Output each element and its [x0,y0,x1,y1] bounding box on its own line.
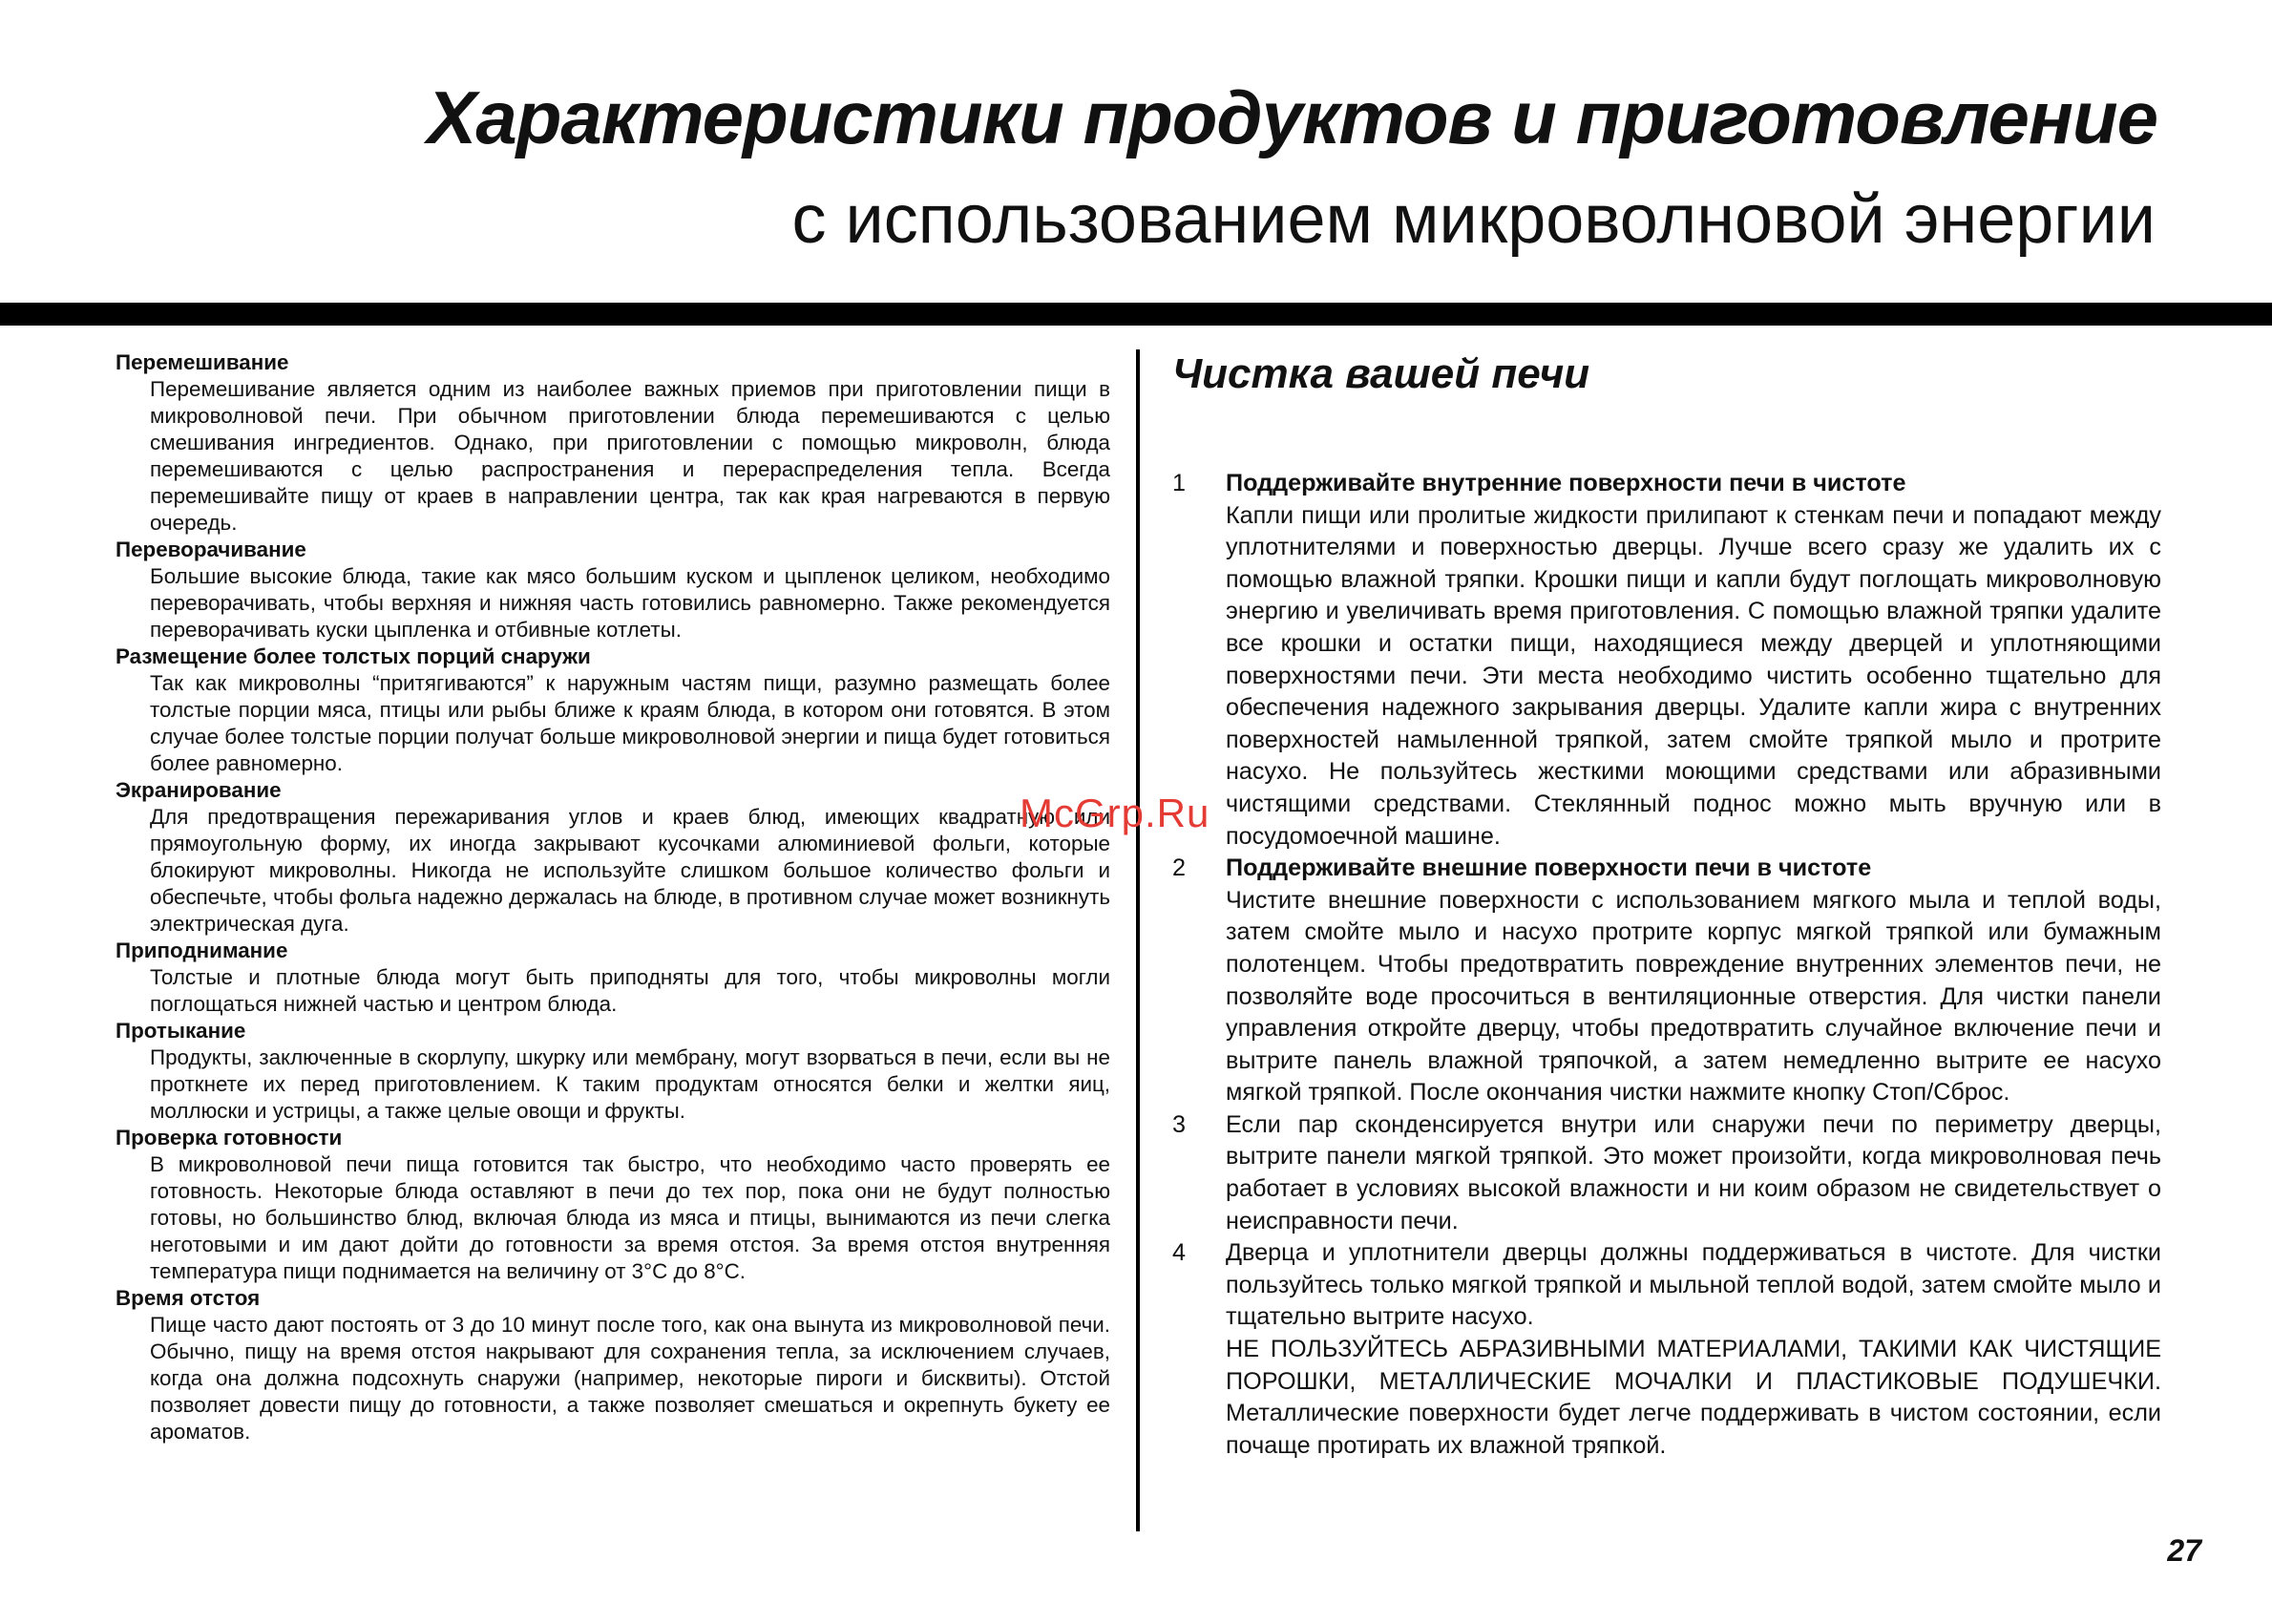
item-title: Поддерживайте внутренние поверхности печи в чистоте [1226,470,1906,496]
section-title: Время отстоя [116,1286,261,1310]
section-body: Пище часто дают постоять от 3 до 10 минут после того, как она вынута из микроволновой печи. Обычно, пищу на время отстоя накрывают для сохранения тепла, за исключением случаев, когда она должна подсохнуть снаружи (например, некоторые пироги и бисквиты). Отстой позволяет довести пищу до готовности, а также позволяет смешаться и окрепнуть букету ее ароматов. [150,1313,1110,1444]
left-column [116,349,1110,1445]
item-number: 2 [1172,854,1187,882]
cleaning-item-3 [1172,1109,2161,1237]
section-title: Протыкание [116,1019,246,1043]
section-stirring [116,349,1110,537]
item-number: 1 [1172,470,1187,496]
section-body: Перемешивание является одним из наиболее важных приемов при приготовлении пищи в микроволновой печи. При обычном приготовлении блюда перемешиваются с целью смешивания ингредиентов. Однако, при приготовлении с помощью микроволн, блюда перемешиваются с целью распространения и перераспределения тепла. Всегда перемешивайте пищу от краев в направлении центра, так как края нагреваются в первую очередь. [150,377,1110,535]
page-number: 27 [2167,1533,2201,1568]
section-title: Перемешивание [116,350,289,374]
page-title: Характеристики продуктов и приготовление [427,75,2157,159]
section-elevating [116,938,1110,1018]
item-number: 3 [1172,1110,1187,1138]
section-title: Экранирование [116,778,282,802]
right-column [1172,349,2161,1462]
section-title: Размещение более толстых порций снаружи [116,644,591,668]
section-thick-portions [116,643,1110,777]
section-body: Для предотвращения пережаривания углов и краев блюд, имеющих квадратную или прямоугольную форму, их иногда закрывают кусочками алюминиевой фольги, которые блокируют микроволны. Никогда не используйте слишком большое количество фольги и обеспечьте, чтобы фольга надежно держалась на блюде, в противном случае может возникнуть электрическая дуга. [150,805,1110,936]
section-piercing [116,1018,1110,1125]
cleaning-item-4 [1172,1237,2161,1462]
item-body: Чистите внешние поверхности с использованием мягкого мыла и теплой воды, затем смойте мыло и насухо протрите корпус мягкой тряпкой или бумажным полотенцем. Чтобы предотвратить повреждение внутренних элементов печи, не позволяйте воде просочиться в вентиляционные отверстия. Для чистки панели управления откройте дверцу, чтобы предотвратить случайное включение печи и вытрите панель влажной тряпочкой, а затем немедленно вытрите ее насухо мягкой тряпкой. После окончания чистки нажмите кнопку Стоп/Сброс. [1226,886,2161,1107]
header-rule [0,303,2272,326]
cleaning-item-2 [1172,853,2161,1109]
section-standing-time [116,1285,1110,1445]
item-title: Поддерживайте внешние поверхности печи в чистоте [1226,854,1872,882]
item-body: Дверца и уплотнители дверцы должны поддерживаться в чистоте. Для чистки пользуйтесь только мягкой тряпкой и мыльной теплой водой, затем смойте мыло и тщательно вытрите насухо. [1226,1239,2161,1331]
section-title: Приподнимание [116,939,288,962]
section-body: Продукты, заключенные в скорлупу, шкурку или мембрану, могут взорваться в печи, если вы не проткнете их перед приготовлением. К таким продуктам относятся белки и желтки яиц, моллюски и устрицы, а также целые овощи и фрукты. [150,1045,1110,1123]
section-body: Так как микроволны “притягиваются” к наружным частям пищи, разумно размещать более толстые порции мяса, птицы или рыбы ближе к краям блюда, в котором они готовятся. В этом случае более толстые порции получат больше микроволновой энергии и пища будет готовиться более равномерно. [150,671,1110,775]
cleaning-heading: Чистка вашей печи [1172,350,1590,397]
section-turning [116,537,1110,643]
cleaning-item-1 [1172,468,2161,853]
item-number: 4 [1172,1239,1187,1267]
item-warning: НЕ ПОЛЬЗУЙТЕСЬ АБРАЗИВНЫМИ МАТЕРИАЛАМИ, ТАКИМИ КАК ЧИСТЯЩИЕ ПОРОШКИ, МЕТАЛЛИЧЕСКИЕ МОЧАЛКИ И ПЛАСТИКОВЫЕ ПОДУШЕЧКИ. Металлические поверхности будет легче поддерживать в чистом состоянии, если почаще протирать их влажной тряпкой. [1226,1336,2161,1459]
section-shielding [116,777,1110,938]
section-body: Большие высокие блюда, такие как мясо большим куском и цыпленок целиком, необходимо переворачивать, чтобы верхняя и нижняя часть готовились равномерно. Также рекомендуется переворачивать куски цыпленка и отбивные котлеты. [150,564,1110,642]
item-body: Капли пищи или пролитые жидкости прилипают к стенкам печи и попадают между уплотнителями и поверхностью дверцы. Лучше всего сразу же удалить их с помощью влажной тряпки. Крошки пищи и капли будут поглощать микроволновую энергию и увеличивать время приготовления. С помощью влажной тряпки удалите все крошки и остатки пищи, находящиеся между дверцей и уплотняющими поверхностями печи. Эти места необходимо чистить особенно тщательно для обеспечения надежного закрывания дверцы. Удалите капли жира с внутренних поверхностей намыленной тряпкой, затем смойте тряпкой мыло и протрите насухо. Не пользуйтесь жесткими моющими средствами или абразивными чистящими средствами. Стеклянный поднос можно мыть вручную или в посудомоечной машине. [1226,501,2161,850]
section-doneness-check [116,1125,1110,1285]
item-body: Если пар сконденсируется внутри или снаружи печи по периметру дверцы, вытрите панели мягкой тряпкой. Это может произойти, когда микроволновая печь работает в условиях высокой влажности и ни коим образом не свидетельствует о неисправности печи. [1226,1110,2161,1234]
section-title: Переворачивание [116,538,306,561]
section-body: В микроволновой печи пища готовится так быстро, что необходимо часто проверять ее готовность. Некоторые блюда оставляют в печи до тех пор, пока они не будут полностью готовы, но большинство блюд, включая блюда из мяса и птицы, вынимаются из печи слегка неготовыми и им дают дойти до готовности за время отстоя. За время отстоя внутренняя температура пищи поднимается на величину от 3°С до 8°С. [150,1152,1110,1283]
section-title: Проверка готовности [116,1126,343,1149]
column-divider [1136,349,1140,1531]
page-subtitle: с использованием микроволновой энергии [791,181,2156,258]
section-body: Толстые и плотные блюда могут быть приподняты для того, чтобы микроволны могли поглощаться нижней частью и центром блюда. [150,965,1110,1016]
watermark: McGrp.Ru [1020,791,1210,835]
